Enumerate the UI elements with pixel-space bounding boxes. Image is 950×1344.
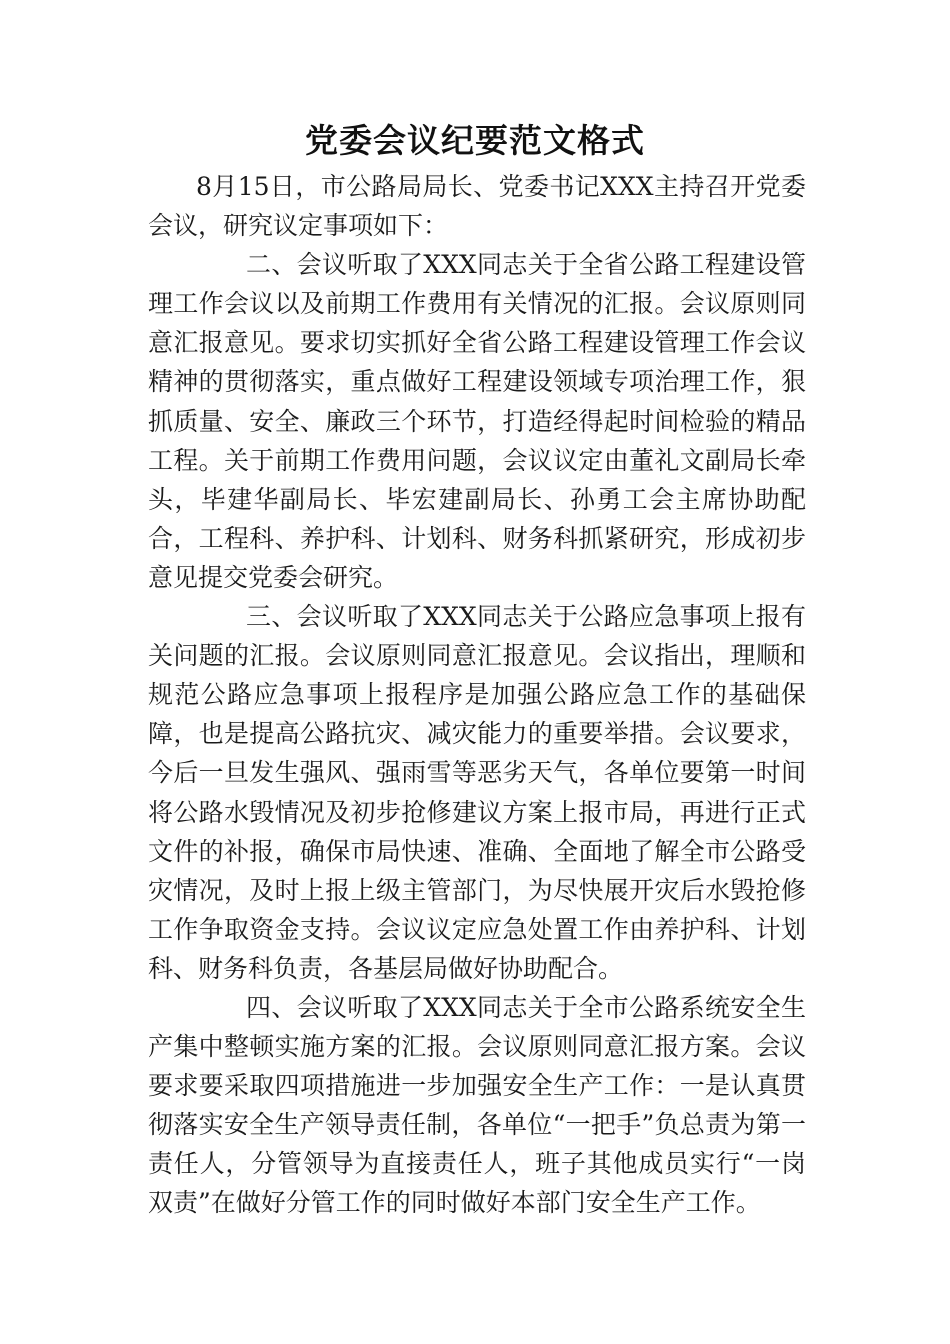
paragraph-item-4: 四、会议听取了XXX同志关于全市公路系统安全生产集中整顿实施方案的汇报。会议原则同意汇报方案。会议要求要采取四项措施进一步加强安全生产工作：一是认真贯彻落实安全生产领导责任制，各单位“一把手”负总责为第一责任人，分管领导为直接责任人，班子其他成员实行“一岗双责”在做好分管工作的同时做好本部门安全生产工作。	[148, 992, 806, 1218]
paragraph-intro: 8月15日，市公路局局长、党委书记XXX主持召开党委会议，研究议定事项如下：	[148, 172, 806, 241]
document-title: 党委会议纪要范文格式	[305, 121, 645, 160]
paragraph-item-3: 三、会议听取了XXX同志关于公路应急事项上报有关问题的汇报。会议原则同意汇报意见。会议指出，理顺和规范公路应急事项上报程序是加强公路应急工作的基础保障，也是提高公路抗灾、减灾能力的重要举措。会议要求，今后一旦发生强风、强雨雪等恶劣天气，各单位要第一时间将公路水毁情况及初步抢修建议方案上报市局，再进行正式文件的补报，确保市局快速、准确、全面地了解全市公路受灾情况，及时上报上级主管部门，为尽快展开灾后水毁抢修工作争取资金支持。会议议定应急处置工作由养护科、计划科、财务科负责，各基层局做好协助配合。	[148, 602, 806, 983]
document-body	[148, 167, 806, 1223]
paragraph-item-2: 二、会议听取了XXX同志关于全省公路工程建设管理工作会议以及前期工作费用有关情况的汇报。会议原则同意汇报意见。要求切实抓好全省公路工程建设管理工作会议精神的贯彻落实，重点做好工程建设领域专项治理工作，狠抓质量、安全、廉政三个环节，打造经得起时间检验的精品工程。关于前期工作费用问题，会议议定由董礼文副局长牵头，毕建华副局长、毕宏建副局长、孙勇工会主席协助配合，工程科、养护科、计划科、财务科抓紧研究，形成初步意见提交党委会研究。	[148, 250, 806, 592]
